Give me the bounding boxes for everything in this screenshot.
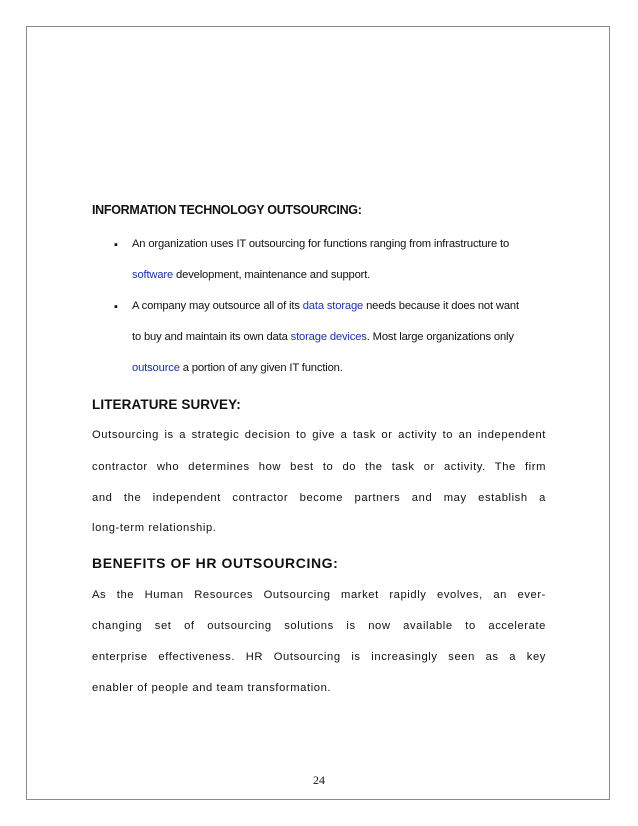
bullet-marker: ▪ — [114, 301, 118, 313]
lit-line-1: Outsourcing is a strategic decision to give a task or activity to an independent — [92, 429, 546, 441]
bullet2-line2-text-b: . Most large organizations only — [366, 331, 514, 343]
bullet2-line3 — [132, 362, 343, 374]
hr-line-4: enabler of people and team transformation. — [92, 682, 332, 694]
bullet2-line3-text: a portion of any given IT function. — [179, 362, 343, 374]
lit-line-4: long-term relationship. — [92, 522, 217, 534]
lit-line-3: and the independent contractor become partners and may establish a — [92, 492, 546, 504]
heading-literature-survey: LITERATURE SURVEY: — [92, 397, 241, 412]
bullet1-line2-text: development, maintenance and support. — [173, 269, 371, 281]
hr-line-2: changing set of outsourcing solutions is now available to accelerate — [92, 620, 546, 632]
page-number: 24 — [313, 773, 325, 787]
bullet2-line2-text-a: to buy and maintain its own data — [132, 331, 291, 343]
heading-it-outsourcing: INFORMATION TECHNOLOGY OUTSOURCING: — [92, 203, 362, 217]
hr-line-1: As the Human Resources Outsourcing market rapidly evolves, an ever- — [92, 589, 546, 601]
hr-line-3: enterprise effectiveness. HR Outsourcing is increasingly seen as a key — [92, 651, 546, 663]
link-storage-devices[interactable]: storage devices — [290, 331, 367, 343]
bullet2-line1 — [132, 300, 519, 312]
heading-benefits-hr: BENEFITS OF HR OUTSOURCING: — [92, 555, 339, 571]
bullet2-line1-text-b: needs because it does not want — [363, 300, 519, 312]
bullet2-line2 — [132, 331, 514, 343]
bullet2-line1-text-a: A company may outsource all of its — [132, 300, 303, 312]
link-outsource[interactable]: outsource — [132, 362, 180, 374]
link-software[interactable]: software — [132, 269, 174, 281]
bullet1-line1: An organization uses IT outsourcing for functions ranging from infrastructure to — [132, 238, 510, 250]
bullet1-line2 — [132, 269, 370, 281]
link-data-storage[interactable]: data storage — [302, 300, 364, 312]
lit-line-2: contractor who determines how best to do the task or activity. The firm — [92, 461, 546, 473]
bullet-marker: ▪ — [114, 239, 118, 251]
